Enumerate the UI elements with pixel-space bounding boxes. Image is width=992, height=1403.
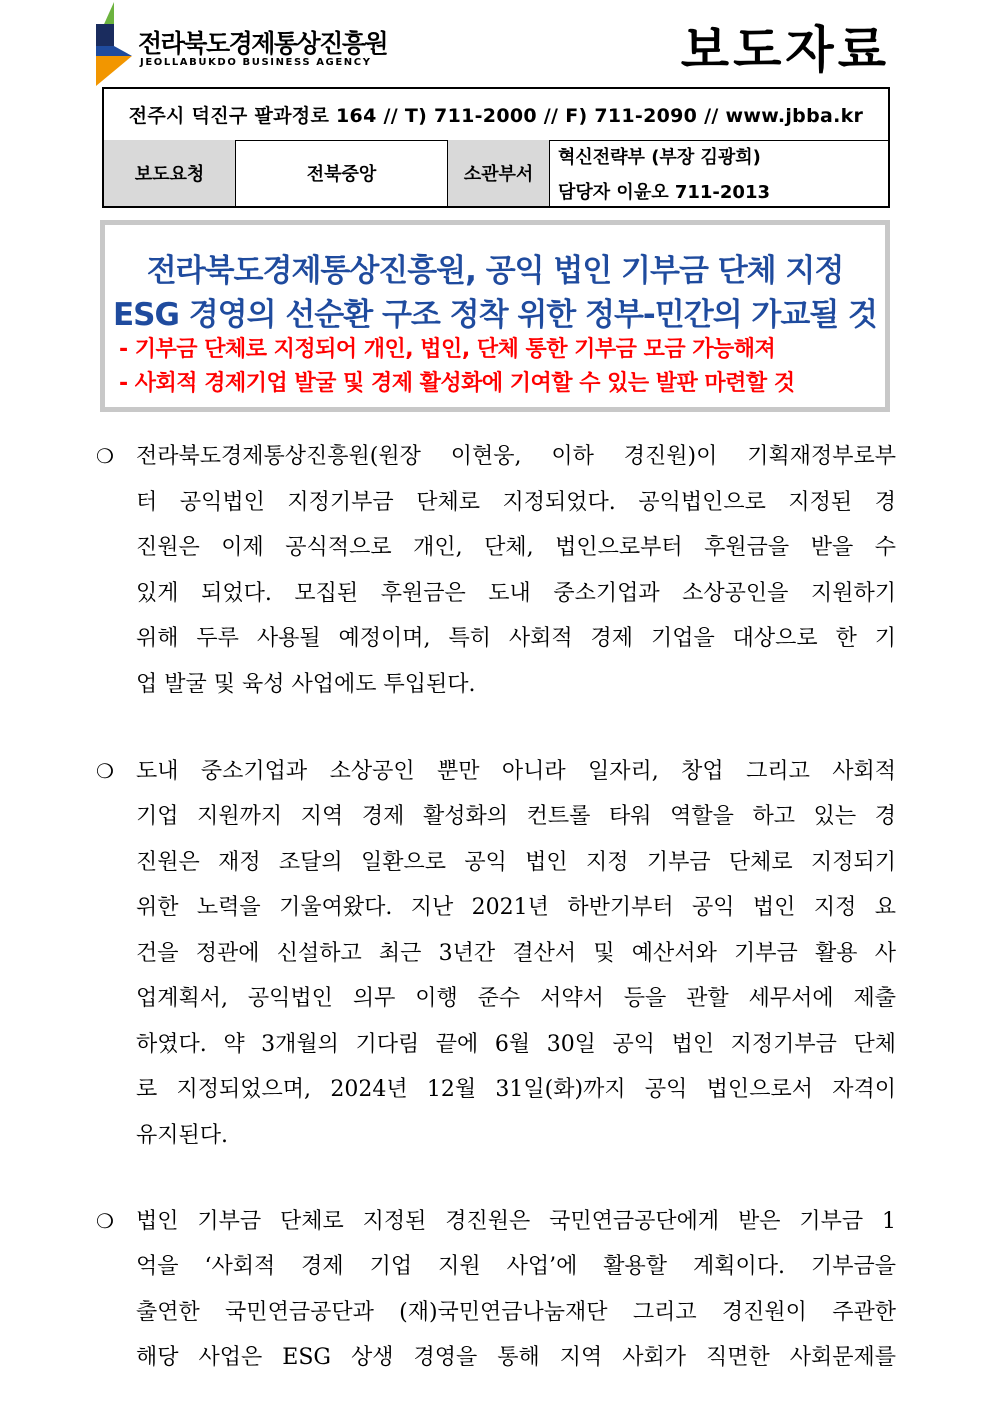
bullet-icon: ❍ <box>96 759 114 783</box>
paragraph-line: 위한 노력을 기울여왔다. 지난 2021년 하반기부터 공익 법인 지정 요 <box>136 895 896 920</box>
dept-line-2: 담당자 이윤오 711-2013 <box>558 181 771 203</box>
paragraph-line: 진원은 재정 조달의 일환으로 공익 법인 지정 기부금 단체로 지정되기 <box>136 850 896 875</box>
paragraph-line: 로 지정되었으며, 2024년 12월 31일(화)까지 공익 법인으로서 자격이 <box>136 1077 896 1102</box>
dept-line-1: 혁신전략부 (부장 김광희) <box>558 146 761 168</box>
paragraph-line: 하였다. 약 3개월의 기다림 끝에 6월 30일 공익 법인 지정기부금 단체 <box>136 1032 896 1057</box>
paragraph-line: 터 공익법인 지정기부금 단체로 지정되었다. 공익법인으로 지정된 경 <box>136 490 896 515</box>
bullet-icon: ❍ <box>96 1209 114 1233</box>
doc-type-title: 보도자료 <box>680 21 890 79</box>
paragraph-line: 해당 사업은 ESG 상생 경영을 통해 지역 사회가 직면한 사회문제를 <box>136 1345 896 1370</box>
paragraph-line: 있게 되었다. 모집된 후원금은 도내 중소기업과 소상공인을 지원하기 <box>136 581 896 606</box>
headline-sub-1: - 기부금 단체로 지정되어 개인, 법인, 단체 통한 기부금 모금 가능해져 <box>119 337 776 362</box>
org-name: 전라북도경제통상진흥원 <box>138 29 388 58</box>
paragraph-line: 도내 중소기업과 소상공인 뿐만 아니라 일자리, 창업 그리고 사회적 <box>136 759 896 784</box>
paragraph-line: 출연한 국민연금공단과 (재)국민연금나눔재단 그리고 경진원이 주관한 <box>136 1300 896 1325</box>
org-logo <box>92 2 388 86</box>
paragraph-line: 업 발굴 및 육성 사업에도 투입된다. <box>136 672 476 697</box>
paragraph-line: 억을 ‘사회적 경제 기업 지원 사업’에 활용할 계획이다. 기부금을 <box>136 1254 896 1279</box>
contact-line: 전주시 덕진구 팔과정로 164 // T) 711-2000 // F) 711-2090 // www.jbba.kr <box>104 89 888 141</box>
request-label: 보도요청 <box>104 140 236 206</box>
org-name-en: JEOLLABUKDO BUSINESS AGENCY <box>140 57 372 68</box>
dept-label: 소관부서 <box>448 140 550 206</box>
headline-box <box>100 220 890 412</box>
paragraph-line: 전라북도경제통상진흥원(원장 이현웅, 이하 경진원)이 기획재정부로부 <box>136 444 896 469</box>
info-table <box>102 87 890 208</box>
logo-mark-icon <box>92 2 136 88</box>
dept-value <box>550 140 888 206</box>
request-value: 전북중앙 <box>236 140 448 206</box>
paragraph-line: 유지된다. <box>136 1123 229 1148</box>
paragraph-line: 건을 정관에 신설하고 최근 3년간 결산서 및 예산서와 기부금 활용 사 <box>136 941 896 966</box>
headline-title-1: 전라북도경제통상진흥원, 공익 법인 기부금 단체 지정 <box>146 253 844 289</box>
bullet-icon: ❍ <box>96 444 114 468</box>
page-header <box>92 0 892 88</box>
headline-title-2: ESG 경영의 선순환 구조 정착 위한 정부-민간의 가교될 것 <box>112 297 878 333</box>
paragraph-line: 업계획서, 공익법인 의무 이행 준수 서약서 등을 관할 세무서에 제출 <box>136 986 896 1011</box>
paragraph-line: 법인 기부금 단체로 지정된 경진원은 국민연금공단에게 받은 기부금 1 <box>136 1209 896 1234</box>
paragraph-line: 기업 지원까지 지역 경제 활성화의 컨트롤 타워 역할을 하고 있는 경 <box>136 804 896 829</box>
headline-sub-2: - 사회적 경제기업 발굴 및 경제 활성화에 기여할 수 있는 발판 마련할 것 <box>119 371 795 396</box>
paragraph-line: 위해 두루 사용될 예정이며, 특히 사회적 경제 기업을 대상으로 한 기 <box>136 626 896 651</box>
paragraph-line: 진원은 이제 공식적으로 개인, 단체, 법인으로부터 후원금을 받을 수 <box>136 535 896 560</box>
